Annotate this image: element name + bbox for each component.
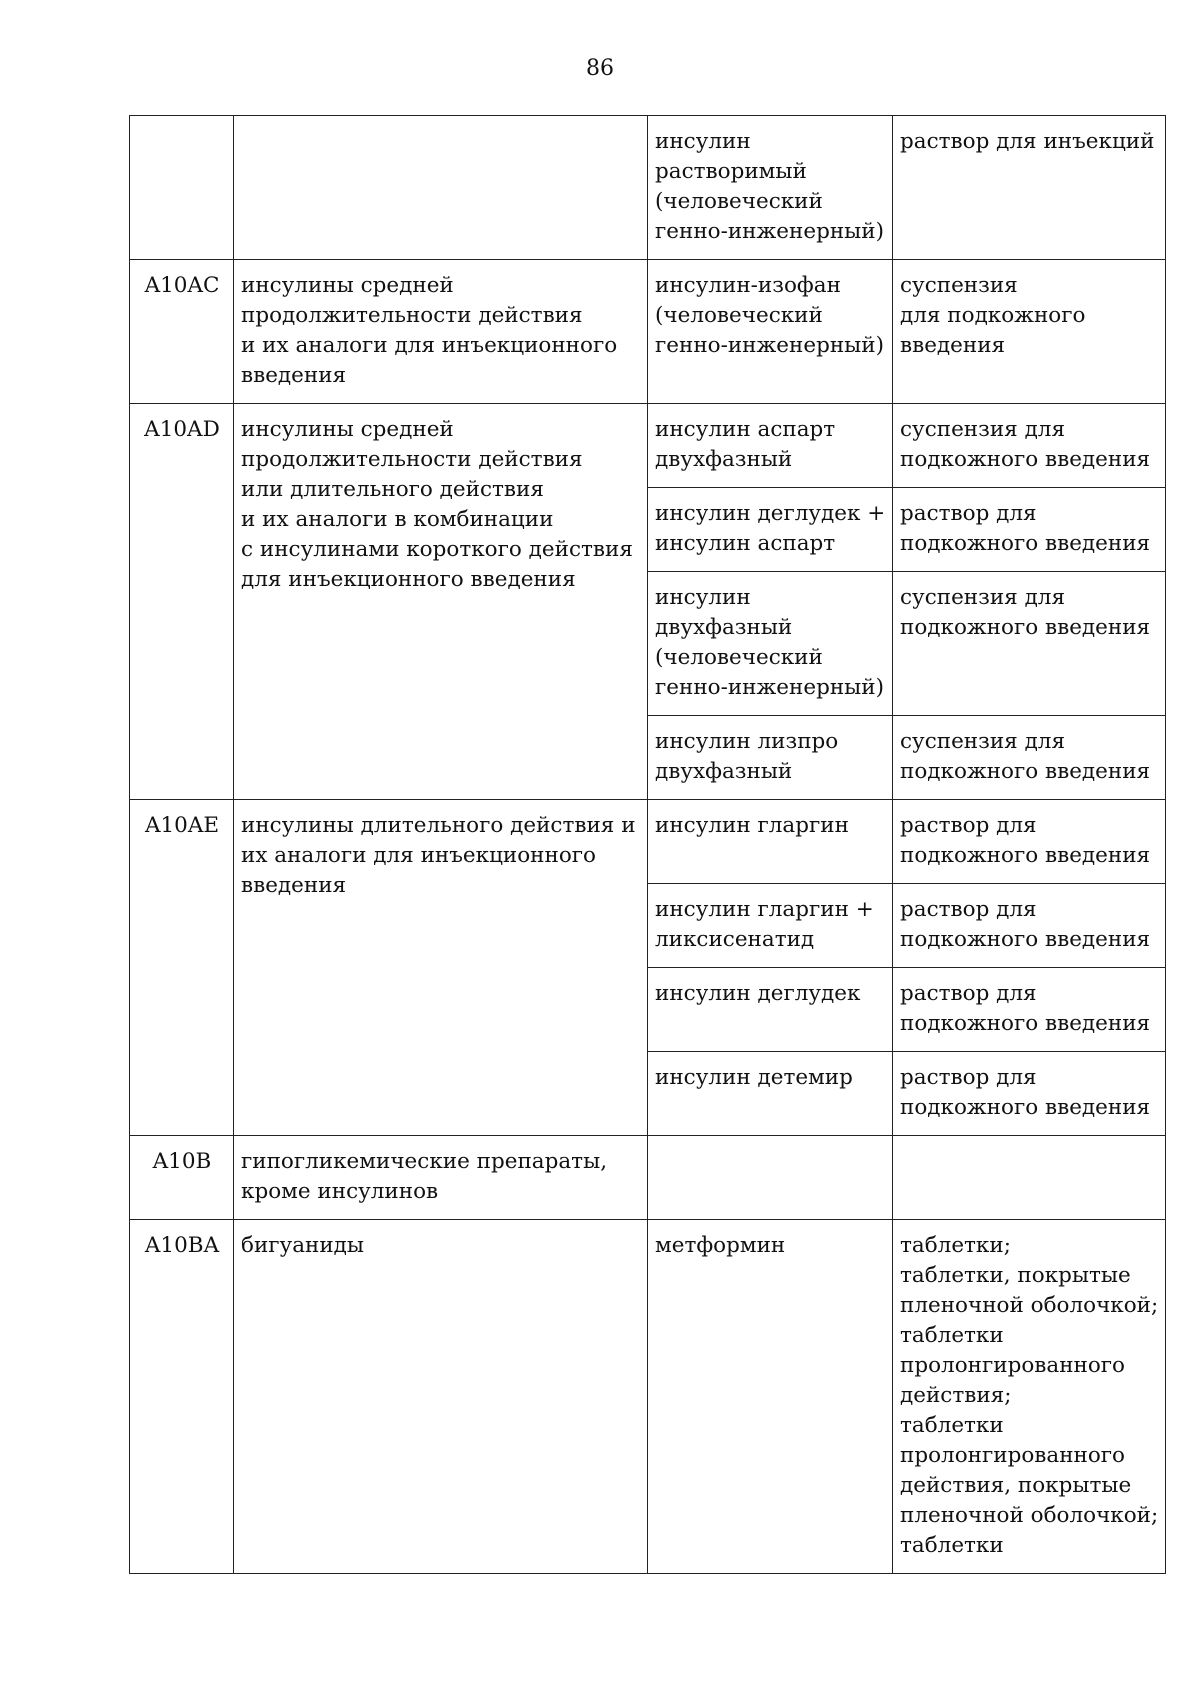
group-cell: гипогликемические препараты, кроме инсулинов xyxy=(234,1136,648,1220)
group-cell: инсулины длительного действия и их аналоги для инъекционного введения xyxy=(234,800,648,1136)
dosage-form-cell: раствор для подкожного введения xyxy=(893,968,1166,1052)
table-row xyxy=(130,116,1166,260)
atc-code-cell: A10B xyxy=(130,1136,234,1220)
drug-cell: инсулин деглудек xyxy=(648,968,893,1052)
dosage-form-cell: раствор для подкожного введения xyxy=(893,884,1166,968)
table-row xyxy=(130,800,1166,884)
atc-code-cell: A10AD xyxy=(130,404,234,800)
dosage-form-cell: суспензия для подкожного введения xyxy=(893,260,1166,404)
table-row xyxy=(130,1220,1166,1574)
drug-cell: инсулин двухфазный (человеческий генно-инженерный) xyxy=(648,572,893,716)
drug-cell: инсулин детемир xyxy=(648,1052,893,1136)
dosage-form-cell: раствор для подкожного введения xyxy=(893,488,1166,572)
drug-cell: инсулин гларгин + ликсисенатид xyxy=(648,884,893,968)
drug-cell: инсулин растворимый (человеческий генно-инженерный) xyxy=(648,116,893,260)
drug-cell: инсулин гларгин xyxy=(648,800,893,884)
atc-code-cell: A10BA xyxy=(130,1220,234,1574)
dosage-form-cell xyxy=(893,1136,1166,1220)
drug-cell xyxy=(648,1136,893,1220)
dosage-form-cell: суспензия для подкожного введения xyxy=(893,716,1166,800)
dosage-form-cell: суспензия для подкожного введения xyxy=(893,572,1166,716)
page-number: 86 xyxy=(586,56,614,81)
drug-cell: инсулин лизпро двухфазный xyxy=(648,716,893,800)
table-row xyxy=(130,404,1166,488)
table-row xyxy=(130,260,1166,404)
drug-cell: инсулин аспарт двухфазный xyxy=(648,404,893,488)
drug-cell: метформин xyxy=(648,1220,893,1574)
dosage-form-cell: таблетки; таблетки, покрытые пленочной оболочкой; таблетки пролонгированного действия; таблетки пролонгированного действия, покрытые пленочной оболочкой; таблетки xyxy=(893,1220,1166,1574)
table-row xyxy=(130,1136,1166,1220)
atc-code-cell: A10AE xyxy=(130,800,234,1136)
group-cell xyxy=(234,116,648,260)
drug-cell: инсулин деглудек + инсулин аспарт xyxy=(648,488,893,572)
dosage-form-cell: раствор для инъекций xyxy=(893,116,1166,260)
dosage-form-cell: раствор для подкожного введения xyxy=(893,1052,1166,1136)
dosage-form-cell: суспензия для подкожного введения xyxy=(893,404,1166,488)
drug-cell: инсулин-изофан (человеческий генно-инженерный) xyxy=(648,260,893,404)
dosage-form-cell: раствор для подкожного введения xyxy=(893,800,1166,884)
drug-table xyxy=(129,115,1166,1574)
atc-code-cell: A10AC xyxy=(130,260,234,404)
group-cell: инсулины средней продолжительности действия или длительного действия и их аналоги в комбинации с инсулинами короткого действия для инъекционного введения xyxy=(234,404,648,800)
group-cell: инсулины средней продолжительности действия и их аналоги для инъекционного введения xyxy=(234,260,648,404)
group-cell: бигуаниды xyxy=(234,1220,648,1574)
atc-code-cell xyxy=(130,116,234,260)
